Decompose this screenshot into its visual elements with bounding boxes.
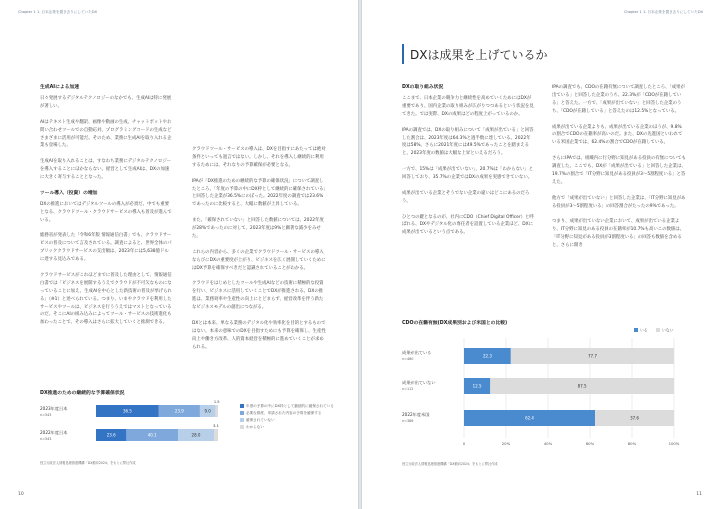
cdo-legend-label: いる bbox=[640, 328, 648, 333]
paragraph: AIはテキスト生成や翻訳、画像や動画の生成、チャットボットやお問い合わせツールでの自動応対、プログラミングコードの生成などさまざまに活用が可能だ。そのため、業務に生成AIを取り入れる企業も登場した。 bbox=[40, 119, 172, 149]
legend-label: 確保されていない bbox=[246, 418, 275, 422]
cdo-data-label: 62.4 bbox=[525, 415, 534, 421]
paragraph: さらにIPAでは、組織内に行分野に知見がある役員の有無についても調査した。ここでも、DXが「成果が出ている」と回答した企業は、19.7%の割合で「IT分野に知見がある役員が3～5割程度いる」と答えた。 bbox=[552, 156, 686, 185]
left-column-1 bbox=[40, 84, 172, 335]
cdo-data-label: 22.3 bbox=[482, 353, 492, 359]
paragraph: IPAの調査でも、CDOの在籍有無について調査したところ、「成果が出ている」と回答した企業のうち、22.3%が「CDOが在籍している」と答えた。一方で、「成果が出ていない」と回答した企業のうち、「CDOが在籍している」と答えたのは12.5%となっている。 bbox=[552, 85, 685, 114]
budget-category-label: 2023年度日本 bbox=[40, 406, 68, 411]
running-header-left: Chapter 1 1. 日本企業を置き去りにしていたDX bbox=[18, 10, 98, 14]
budget-data-label: 36.5 bbox=[122, 408, 132, 414]
cdo-category-sample-size: n=386 bbox=[402, 419, 414, 423]
cdo-category-sample-size: n=480 bbox=[402, 357, 414, 361]
cdo-x-tick-label: 100% bbox=[668, 441, 680, 446]
budget-bar-segment bbox=[214, 429, 218, 441]
budget-data-label: 1.5 bbox=[213, 400, 220, 404]
paragraph: 他方で「成果が出ていない」と回答した企業は、「IT分野に知見がある役員が3～5割程度いる」の回答割合がたったの9%であった。 bbox=[552, 195, 686, 209]
right-page bbox=[362, 0, 720, 509]
running-header-right: Chapter 1 1. 日本企業を置き去りにしていたDX bbox=[624, 10, 704, 14]
paragraph: IPAの調査では、DXの取り組みについて「成果が出ている」と回答した割合は、2023年度は64.3%と過半数に達している。2022年度は58%、さらに2021年度には49.5%であったことを踏まえると、2023年度の数値は大幅な上昇といえるだろう。 bbox=[402, 127, 534, 157]
budget-data-label: 23.9 bbox=[174, 408, 184, 414]
budget-legend-item bbox=[240, 404, 334, 409]
budget-data-label: 40.1 bbox=[147, 432, 157, 438]
cdo-data-label: 87.5 bbox=[577, 383, 587, 389]
budget-data-label: 3.1 bbox=[213, 424, 219, 428]
legend-label: わからない bbox=[246, 425, 264, 429]
cdo-chart-source-note: 独立行政法人情報処理推進機構「DX動向2024」をもとに弊社作成 bbox=[402, 462, 498, 466]
paragraph: DXとは本来、単なる業務のデジタル化や効率化を目的とするものではない。本来の意味でのDXを目指すためにも予算を確保し、生産性向上や働き方改革、人的資本経営を積極的に進めていくことが求められる。 bbox=[192, 320, 326, 350]
paragraph: 一方で、15%は「成果が出ていない」、20.7%は「わからない」と回答しており、35.7%の企業ではDXの成果を実感できていない。 bbox=[402, 167, 534, 181]
budget-legend-item bbox=[240, 425, 264, 430]
right-column-1 bbox=[402, 84, 534, 245]
paragraph: これらの内容から、多くの企業でクラウドツール・サービスの導入ならびにDXの重要度が上がり、ビジネスを広く展開していくためにはDX予算を確保すべきだと認識されていることがわかる。 bbox=[192, 249, 326, 271]
budget-chart-source-note: 独立行政法人情報処理推進機構「DX動向2024」をもとに弊社作成 bbox=[40, 461, 136, 465]
legend-swatch bbox=[240, 418, 244, 422]
budget-chart bbox=[40, 395, 240, 451]
paragraph: 成果が出ている企業とそうでない企業の違いはどこにあるのだろう。 bbox=[402, 190, 530, 204]
paragraph: つまり、成果が出ていない企業において、成果が出ている企業より、IT分野に知見のある役員の在籍率が10.7%も高いこの数値は、「IT分野に知見がある役員が3割程度いる」の回答も数値を含めると、さらに開き bbox=[552, 219, 685, 249]
paragraph: ひとつの鍵となるのが、社内にCDO（Chief Digital Officer）と呼ばれる、DXやデジタル化の専任者を設置している企業ほど、DXに成果が出ているという点である。 bbox=[402, 214, 534, 236]
page-title: DXは成果を上げているか bbox=[410, 48, 548, 62]
budget-legend-item bbox=[240, 418, 275, 423]
legend-swatch bbox=[240, 411, 244, 415]
section-heading-generative-ai: 生成AIによる加速 bbox=[40, 85, 80, 90]
cdo-data-label: 37.6 bbox=[630, 415, 639, 421]
cdo-chart-title: CDOの在籍有無(DX成果別および米国との比較) bbox=[402, 321, 508, 326]
paragraph: 生成AIを取り入れることは、すなわち業務にデジタルテクノロジーを導入することにほかならない。経営として生成AIは、DXの加速に大きく寄与することとなった。 bbox=[40, 159, 172, 181]
page-number-right: 11 bbox=[696, 492, 702, 497]
budget-category-sample-size: n=543 bbox=[40, 413, 52, 417]
paragraph: 総務省が発表した「令和6年版 情報通信白書」でも、クラウドサービスの普及について言及されている。調査によると、世界全体のパブリッククラウドサービスの支出額は、2023年には5,638億ドルに達する見込みである。 bbox=[40, 233, 172, 263]
cdo-category-sample-size: n=112 bbox=[402, 387, 414, 391]
budget-category-label: 2022年度日本 bbox=[40, 430, 68, 435]
cdo-legend-label: いない bbox=[662, 328, 674, 333]
budget-bar-segment bbox=[215, 405, 218, 417]
legend-label: 必要な都度、申請された内容の予算を確保する bbox=[246, 411, 322, 415]
paragraph: 成果が出ている企業よりも、成果が出ている企業のほうが、9.8%の割合でCDOの在籍率が高いのだ。また、DXの先進国といわれている米国企業では、62.4%の割合でCDOが在籍している。 bbox=[552, 124, 683, 146]
cdo-chart bbox=[402, 328, 702, 456]
cdo-x-tick-label: 0 bbox=[462, 441, 466, 446]
cdo-category-label: 2022年度米国 bbox=[402, 412, 430, 417]
section-heading-tool-investment: ツール導入（投資）の増加 bbox=[40, 190, 98, 196]
paragraph: また、「確保されていない」と回答した数値については、2022年度が28%であったのに対して、2023年度は9%と顕著な減少をみせた。 bbox=[192, 218, 324, 239]
cdo-data-label: 12.5 bbox=[472, 383, 482, 389]
paragraph: クラウドサービスがこれほどまでに普及した理由として、情報通信白書では「ビジネスを展開するうえでクラウドが不可欠なものになっていることに加え、生成AIを中心とした新技術の普及が挙げられる」（※1）と述べられている。つまり、いまやクラウドを利用したサービスやツールは、ビジネスを行ううえではマストとなっているのだ。そこにAIの組み込みによってツール・サービスの技術進化も加わったことで、その導入はさらに拡大していくと推測できる。 bbox=[40, 272, 172, 326]
cdo-x-tick-label: 80% bbox=[627, 441, 637, 446]
cdo-x-tick-label: 60% bbox=[585, 441, 595, 446]
paragraph: クラウドツール・サービスの導入は、DXを目指すにあたっては絶対条件といっても過言ではない。しかし、それを導入し継続的に利用するためには、それなりの予算確保が必要となる。 bbox=[192, 147, 326, 168]
paragraph: IPAが「DX推進のための継続的な予算の確保状況」について調査したところ、「年度の予算の中にDX枠として継続的に確保されている」と回答した企業が36.5%にのぼった。2022年度の調査では23.6%であったのに比較すると、大幅に数値が上昇している。 bbox=[192, 178, 326, 208]
legend-swatch bbox=[240, 404, 244, 408]
cdo-x-tick-label: 40% bbox=[543, 441, 553, 446]
title-accent-bar bbox=[402, 44, 404, 64]
paragraph: 日々発展するデジタルテクノロジーのなかでも、生成AIは特に発展が著しい。 bbox=[40, 96, 172, 109]
budget-legend-item bbox=[240, 411, 321, 416]
cdo-legend-swatch bbox=[656, 328, 660, 332]
paragraph: クラウドをはじめとしたツールや生成AIなどの技術に積極的な投資を行い、ビジネスに活用していくことでDXが推進される。DXの推進は、業務効率や生産性の向上にとどまらず、経営改革を伴う新たなビジネスモデルの創出につながる。 bbox=[192, 281, 324, 311]
section-heading-dx-status: DXの取り組み状況 bbox=[402, 85, 444, 90]
cdo-legend-swatch bbox=[634, 328, 638, 332]
legend-swatch bbox=[240, 425, 244, 429]
budget-chart-legend bbox=[240, 404, 334, 434]
cdo-data-label: 77.7 bbox=[587, 353, 597, 359]
legend-label: 年度の予算の中にDX枠として継続的に確保されている bbox=[246, 404, 334, 408]
cdo-category-label: 成果が出ていない bbox=[402, 380, 436, 385]
budget-data-label: 28.0 bbox=[191, 432, 201, 438]
left-column-2 bbox=[192, 146, 326, 359]
right-column-2 bbox=[552, 84, 686, 258]
budget-data-label: 23.6 bbox=[106, 432, 116, 438]
budget-data-label: 9.0 bbox=[204, 408, 211, 414]
cdo-x-tick-label: 20% bbox=[501, 441, 511, 446]
page-number-left: 10 bbox=[18, 492, 24, 497]
cdo-category-label: 成果が出ている bbox=[402, 350, 432, 355]
left-page bbox=[0, 0, 358, 509]
paragraph: ここまで、日本企業の競争力と継続性を高めていくためにはDXが重要であり、国内企業の取り組みが広がりつつあるという状況を見てきた。では実際、DXの成果はどの程度上がっているのか。 bbox=[402, 96, 534, 117]
budget-chart-title: DX推進のための継続的な予算確保状況 bbox=[40, 391, 125, 396]
paragraph: DXの推進においてはデジタルツールの導入が必須だ。中でも重要となる、クラウドツール・クラウドサービスの導入も普及が進んでいる。 bbox=[40, 201, 172, 223]
budget-category-sample-size: n=543 bbox=[40, 437, 52, 441]
